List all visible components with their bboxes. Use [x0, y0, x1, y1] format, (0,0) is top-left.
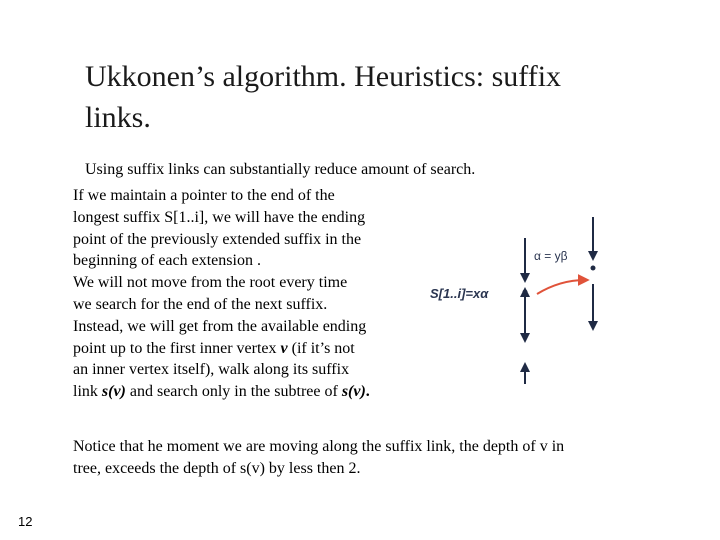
title-line-1: Ukkonen’s algorithm. Heuristics: suffix — [85, 60, 562, 93]
suffix-link-diagram — [425, 212, 615, 392]
subtree-sv: s(v) — [341, 383, 366, 401]
body-line-6: we search for the end of the next suffix. — [73, 295, 328, 313]
body-line-7: Instead, we will get from the available ending — [73, 317, 367, 335]
right-vertex-dot — [591, 266, 596, 271]
body-line-8 — [73, 338, 418, 360]
body-line-3: point of the previously extended suffix in the — [73, 230, 362, 248]
body-line-8-start: point up to the first inner vertex — [73, 339, 281, 357]
body-line-10-end: . — [365, 383, 370, 401]
suffix-label: S[1..i]=xα — [430, 286, 489, 301]
body-line-2: longest suffix S[1..i], we will have the ending — [73, 208, 366, 226]
body-paragraph — [73, 185, 418, 403]
body-line-1: If we maintain a pointer to the end of the — [73, 187, 335, 204]
vertex-v: v — [280, 339, 288, 357]
notice-line-2: tree, exceeds the depth of s(v) by less then 2. — [73, 460, 361, 477]
body-line-4: beginning of each extension . — [73, 252, 261, 270]
alpha-label: α = yβ — [534, 249, 568, 263]
suffix-link-arrow — [537, 280, 585, 294]
slide-title — [85, 56, 685, 138]
body-line-10-start: link — [73, 383, 102, 401]
body-line-8-end: (if it’s not — [287, 339, 355, 357]
notice-line-1: Notice that he moment we are moving along the suffix link, the depth of v in — [73, 438, 565, 455]
intro-text: Using suffix links can substantially reduce amount of search. — [85, 161, 476, 178]
body-line-9: an inner vertex itself), walk along its suffix — [73, 361, 350, 379]
body-line-5: We will not move from the root every time — [73, 274, 348, 292]
body-line-10 — [73, 381, 418, 403]
suffix-link-sv: s(v) — [101, 383, 126, 401]
body-line-10-mid: and search only in the subtree of — [125, 383, 342, 401]
page-number: 12 — [18, 514, 33, 529]
notice-text — [73, 436, 653, 480]
title-line-2: links. — [85, 101, 151, 134]
